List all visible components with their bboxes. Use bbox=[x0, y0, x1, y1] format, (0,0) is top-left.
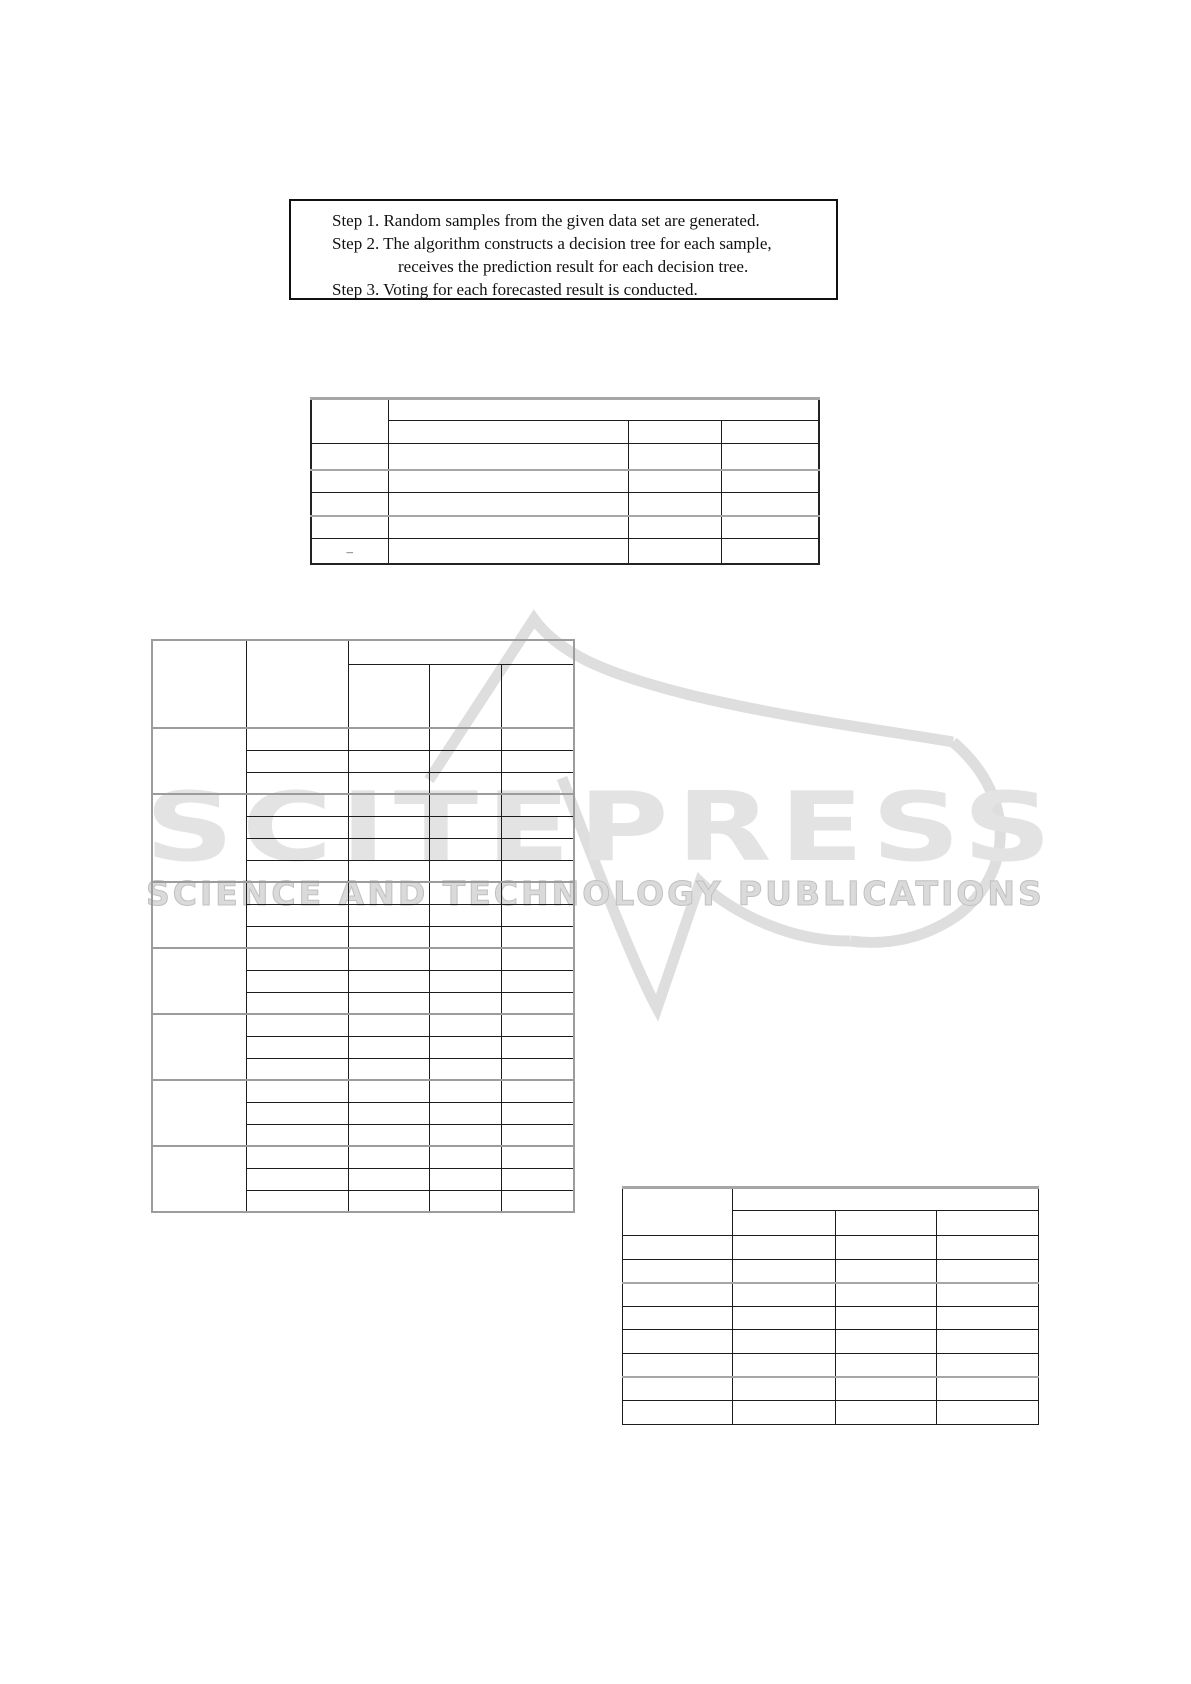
table-cell bbox=[501, 1190, 574, 1212]
table-cell bbox=[246, 904, 348, 926]
table-cell bbox=[311, 493, 388, 516]
table-cell bbox=[348, 860, 429, 882]
table-cell bbox=[623, 1401, 733, 1425]
table-cell bbox=[623, 1236, 733, 1260]
table-cell bbox=[348, 750, 429, 772]
table-cell bbox=[429, 1080, 501, 1102]
table-cell bbox=[388, 399, 819, 421]
table-cell bbox=[246, 992, 348, 1014]
table-cell bbox=[836, 1330, 937, 1354]
table-cell bbox=[721, 421, 819, 444]
table-cell bbox=[429, 860, 501, 882]
scitepress-watermark-subtitle: SCIENCE AND TECHNOLOGY PUBLICATIONS bbox=[146, 874, 1045, 913]
table-cell bbox=[628, 470, 721, 493]
table-cell bbox=[348, 838, 429, 860]
table-cell bbox=[937, 1353, 1039, 1377]
table-cell bbox=[836, 1401, 937, 1425]
scitepress-watermark-title: SCITEPRESS bbox=[145, 773, 1060, 883]
table-cell bbox=[628, 493, 721, 516]
table-cell bbox=[246, 1080, 348, 1102]
table-cell bbox=[246, 1190, 348, 1212]
table-cell bbox=[348, 1080, 429, 1102]
table-cell bbox=[733, 1306, 836, 1330]
table-cell bbox=[501, 728, 574, 750]
table-cell bbox=[348, 1190, 429, 1212]
table-cell bbox=[721, 539, 819, 564]
table-cell bbox=[429, 1190, 501, 1212]
table-cell bbox=[246, 640, 348, 728]
table-cell bbox=[348, 1102, 429, 1124]
table-cell bbox=[501, 1102, 574, 1124]
table-cell bbox=[152, 1014, 246, 1080]
table-cell bbox=[429, 838, 501, 860]
table-cell bbox=[733, 1401, 836, 1425]
table-cell bbox=[501, 794, 574, 816]
table-cell bbox=[246, 970, 348, 992]
table-cell bbox=[388, 493, 628, 516]
table-cell bbox=[152, 882, 246, 948]
table-cell bbox=[246, 838, 348, 860]
table-cell bbox=[429, 1146, 501, 1168]
table-cell bbox=[388, 470, 628, 493]
table-cell bbox=[501, 882, 574, 904]
table-cell bbox=[429, 728, 501, 750]
table-cell bbox=[246, 1014, 348, 1036]
table-cell bbox=[721, 493, 819, 516]
step-line-2-continued: receives the prediction result for each decision tree. bbox=[398, 257, 749, 276]
table-cell bbox=[246, 816, 348, 838]
table-cell bbox=[246, 750, 348, 772]
table-cell bbox=[501, 904, 574, 926]
table-cell bbox=[348, 926, 429, 948]
table-cell bbox=[246, 1036, 348, 1058]
table-cell bbox=[501, 1014, 574, 1036]
results-table-top bbox=[310, 397, 820, 565]
table-cell bbox=[937, 1306, 1039, 1330]
table-cell bbox=[937, 1330, 1039, 1354]
table-cell bbox=[836, 1377, 937, 1401]
table-cell bbox=[501, 1146, 574, 1168]
table-cell bbox=[429, 816, 501, 838]
table-cell bbox=[348, 664, 429, 728]
table-cell bbox=[348, 1036, 429, 1058]
table-cell bbox=[937, 1283, 1039, 1307]
table-cell bbox=[836, 1306, 937, 1330]
table-cell bbox=[246, 1124, 348, 1146]
table-cell bbox=[348, 794, 429, 816]
step-line-2: Step 2. The algorithm constructs a decision tree for each sample, bbox=[332, 234, 772, 253]
table-cell bbox=[429, 664, 501, 728]
table-cell bbox=[429, 1036, 501, 1058]
table-cell bbox=[348, 992, 429, 1014]
table-cell bbox=[152, 1146, 246, 1212]
table-cell bbox=[348, 1168, 429, 1190]
table-cell bbox=[836, 1353, 937, 1377]
step-line-1: Step 1. Random samples from the given data set are generated. bbox=[332, 211, 760, 230]
table-cell bbox=[501, 860, 574, 882]
table-cell bbox=[501, 948, 574, 970]
table-cell bbox=[152, 948, 246, 1014]
table-cell bbox=[429, 794, 501, 816]
table-cell bbox=[501, 1124, 574, 1146]
table-cell bbox=[937, 1236, 1039, 1260]
table-cell bbox=[246, 728, 348, 750]
table-cell bbox=[348, 882, 429, 904]
table-cell bbox=[836, 1259, 937, 1283]
table-cell bbox=[623, 1283, 733, 1307]
table-cell bbox=[348, 640, 574, 664]
table-cell bbox=[733, 1283, 836, 1307]
table-cell bbox=[246, 948, 348, 970]
table-cell bbox=[246, 794, 348, 816]
table-cell bbox=[628, 539, 721, 564]
table-cell bbox=[311, 516, 388, 539]
table-cell bbox=[152, 1080, 246, 1146]
table-cell bbox=[628, 444, 721, 470]
table-cell bbox=[623, 1377, 733, 1401]
table-cell bbox=[836, 1283, 937, 1307]
table-cell bbox=[501, 926, 574, 948]
table-cell bbox=[836, 1211, 937, 1236]
table-cell bbox=[429, 1014, 501, 1036]
table-cell bbox=[348, 1014, 429, 1036]
table-cell bbox=[733, 1236, 836, 1260]
table-cell bbox=[501, 750, 574, 772]
table-cell bbox=[388, 539, 628, 564]
table-cell bbox=[623, 1353, 733, 1377]
table-cell bbox=[388, 516, 628, 539]
table-cell bbox=[733, 1353, 836, 1377]
table-cell bbox=[348, 816, 429, 838]
table-cell bbox=[623, 1306, 733, 1330]
table-cell bbox=[501, 1036, 574, 1058]
table-cell bbox=[733, 1377, 836, 1401]
table-cell bbox=[152, 794, 246, 882]
table-cell bbox=[628, 421, 721, 444]
table-cell bbox=[501, 664, 574, 728]
algorithm-steps-box bbox=[289, 199, 838, 300]
table-cell bbox=[429, 1102, 501, 1124]
table-cell bbox=[429, 1168, 501, 1190]
table-cell bbox=[246, 882, 348, 904]
table-cell bbox=[628, 516, 721, 539]
results-table-left bbox=[151, 639, 575, 1213]
table-cell bbox=[721, 470, 819, 493]
table-cell bbox=[937, 1211, 1039, 1236]
table-cell bbox=[721, 444, 819, 470]
table-cell bbox=[429, 1058, 501, 1080]
results-table-bottom-right bbox=[622, 1186, 1039, 1425]
step-line-3: Step 3. Voting for each forecasted result is conducted. bbox=[332, 280, 698, 299]
table-cell bbox=[246, 860, 348, 882]
table-cell bbox=[429, 970, 501, 992]
table-cell bbox=[937, 1259, 1039, 1283]
table-cell bbox=[501, 838, 574, 860]
table-cell bbox=[501, 992, 574, 1014]
table-cell bbox=[429, 926, 501, 948]
table-cell bbox=[733, 1330, 836, 1354]
table-cell bbox=[311, 470, 388, 493]
table-cell bbox=[348, 772, 429, 794]
table-cell bbox=[937, 1377, 1039, 1401]
table-cell bbox=[733, 1188, 1039, 1211]
table-cell bbox=[311, 399, 388, 444]
table-cell bbox=[501, 1080, 574, 1102]
table-cell-dash: – bbox=[311, 539, 388, 564]
table-cell bbox=[348, 1058, 429, 1080]
table-cell bbox=[836, 1236, 937, 1260]
table-cell bbox=[937, 1401, 1039, 1425]
table-cell bbox=[623, 1259, 733, 1283]
table-cell bbox=[501, 970, 574, 992]
table-cell bbox=[429, 772, 501, 794]
table-cell bbox=[429, 948, 501, 970]
table-cell bbox=[348, 728, 429, 750]
table-cell bbox=[311, 444, 388, 470]
table-cell bbox=[152, 640, 246, 728]
table-cell bbox=[623, 1188, 733, 1236]
table-cell bbox=[501, 1058, 574, 1080]
table-cell bbox=[246, 926, 348, 948]
table-cell bbox=[348, 904, 429, 926]
table-cell bbox=[246, 1168, 348, 1190]
table-cell bbox=[429, 882, 501, 904]
table-cell bbox=[623, 1330, 733, 1354]
table-cell bbox=[246, 1058, 348, 1080]
table-cell bbox=[388, 421, 628, 444]
table-cell bbox=[348, 1124, 429, 1146]
table-cell bbox=[152, 728, 246, 794]
table-cell bbox=[429, 904, 501, 926]
table-cell bbox=[501, 816, 574, 838]
table-cell bbox=[348, 1146, 429, 1168]
table-cell bbox=[388, 444, 628, 470]
table-cell bbox=[246, 1102, 348, 1124]
table-cell bbox=[501, 1168, 574, 1190]
table-cell bbox=[733, 1259, 836, 1283]
table-cell bbox=[733, 1211, 836, 1236]
table-cell bbox=[429, 1124, 501, 1146]
table-cell bbox=[501, 772, 574, 794]
table-cell bbox=[246, 1146, 348, 1168]
table-cell bbox=[429, 750, 501, 772]
table-cell bbox=[246, 772, 348, 794]
table-cell bbox=[429, 992, 501, 1014]
table-cell bbox=[348, 948, 429, 970]
table-cell bbox=[721, 516, 819, 539]
table-cell bbox=[348, 970, 429, 992]
